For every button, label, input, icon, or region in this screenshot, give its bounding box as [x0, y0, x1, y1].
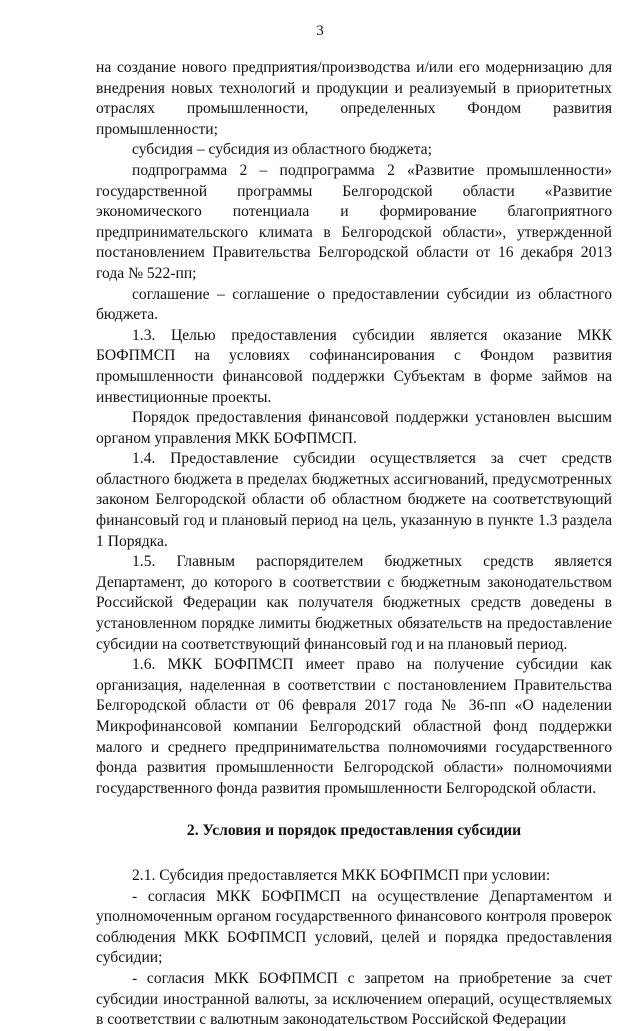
paragraph: соглашение – соглашение о предоставлении субсидии из областного бюджета. — [96, 285, 612, 324]
page-number: 3 — [316, 23, 324, 39]
section-heading: 2. Условия и порядок предоставления субсидии — [186, 822, 522, 840]
paragraph: на создание нового предприятия/производства и/или его модернизацию для внедрения новых технологий и продукции и реализуемый в приоритетных отраслях промышленности, определенных Фондом развития промышленности; — [96, 59, 612, 138]
paragraph: - согласия МКК БОФПМСП с запретом на приобретение за счет субсидии иностранной валюты, за исключением операций, осуществляемых в соответствии с валютным законодательством Российской Федерации — [96, 969, 612, 1029]
paragraph: 1.3. Целью предоставления субсидии является оказание МКК БОФПМСП на условиях софинансирования с Фондом развития промышленности финансовой поддержки Субъектам в форме займов на инвестиционные проекты. — [96, 326, 612, 406]
paragraph: подпрограмма 2 – подпрограмма 2 «Развитие промышленности» государственной программы Белгородской области «Развитие экономического потенциала и формирование благоприятного предпринимательского климата в Белгородской области», утвержденной постановлением Правительства Белгородской области от 16 декабря 2013 года № 522-пп; — [96, 161, 612, 282]
paragraph: Порядок предоставления финансовой поддержки установлен высшим органом управления МКК БОФПМСП. — [96, 409, 612, 447]
paragraph: 2.1. Субсидия предоставляется МКК БОФПМСП при условии: — [132, 866, 551, 884]
paragraph: 1.4. Предоставление субсидии осуществляется за счет средств областного бюджета в пределах бюджетных ассигнований, предусмотренных законом Белгородской области об областном бюджете на соответствующий финансовый год и плановый период на цель, указанную в пункте 1.3 раздела 1 Порядка. — [96, 450, 612, 550]
paragraph: - согласия МКК БОФПМСП на осуществление Департаментом и уполномоченным органом государственного финансового контроля проверок соблюдения МКК БОФПМСП условий, целей и порядка предоставления субсидии; — [96, 887, 612, 967]
document-body — [96, 58, 612, 1031]
paragraph: 1.5. Главным распорядителем бюджетных средств является Департамент, до которого в соответствии с бюджетным законодательством Российской Федерации как получателя бюджетных средств доведены в установленном порядке лимиты бюджетных обязательств на предоставление субсидии на соответствующий финансовый год и на плановый период. — [96, 553, 612, 653]
paragraph: 1.6. МКК БОФПМСП имеет право на получение субсидии как организация, наделенная в соответствии с постановлением Правительства Белгородской области от 06 февраля 2017 года № 36-пп «О наделении Микрофинансовой компании Белгородский областной фонд поддержки малого и среднего предпринимательства полномочиями государственного фонда развития промышленности Белгородской области» полномочиями государственного фонда развития промышленности Белгородской области. — [96, 656, 612, 797]
paragraph: субсидия – субсидия из областного бюджета; — [132, 141, 432, 159]
